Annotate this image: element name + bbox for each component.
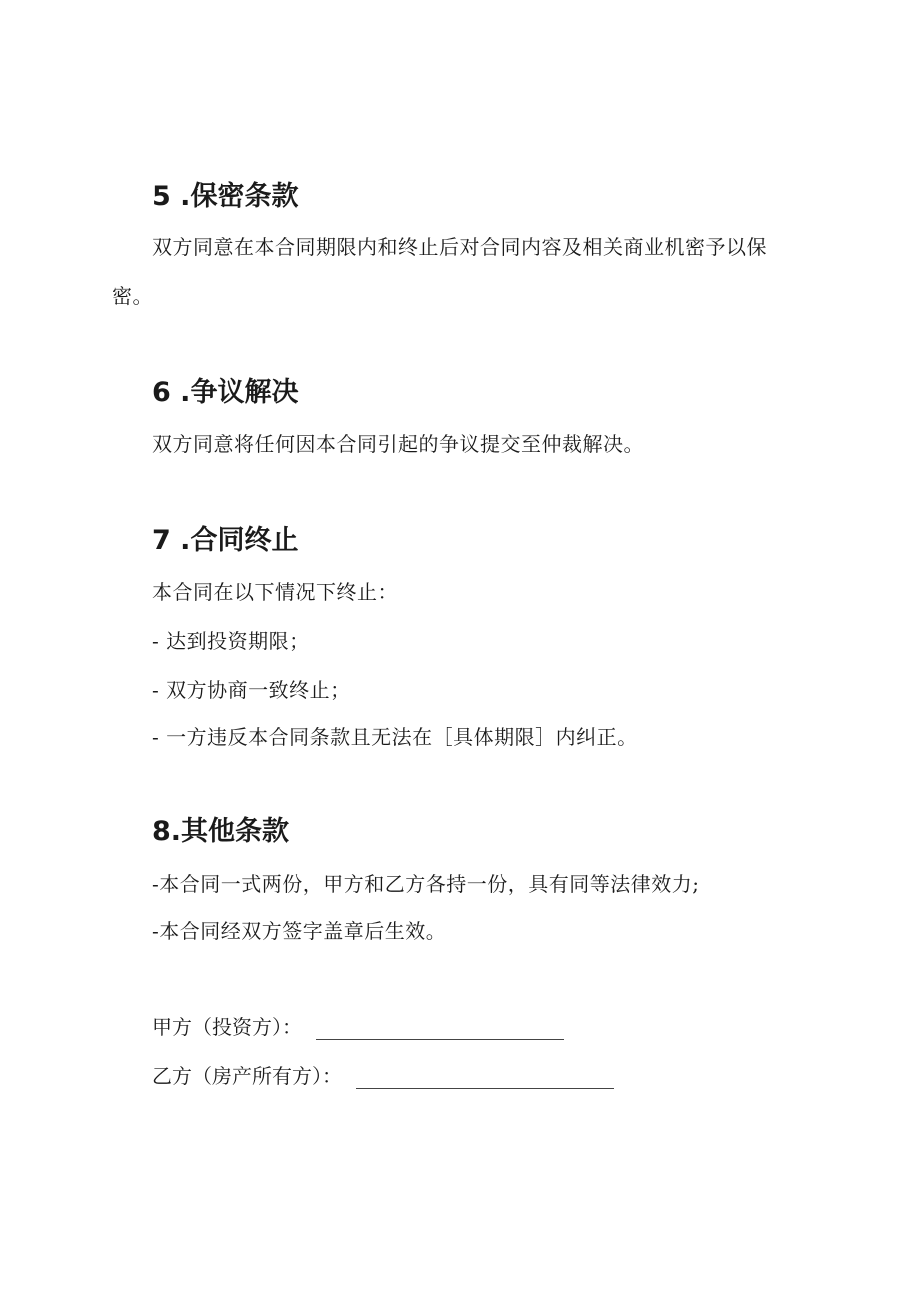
section-7-heading: 7 .合同终止 xyxy=(152,525,299,556)
section-8-heading: 8.其他条款 xyxy=(152,816,290,847)
section-5-body: 双方同意在本合同期限内和终止后对合同内容及相关商业机密予以保密。 xyxy=(112,235,767,308)
signature-line-a[interactable] xyxy=(316,1019,564,1040)
list-item: -本合同经双方签字盖章后生效。 xyxy=(152,919,447,943)
list-item: - 达到投资期限； xyxy=(152,629,310,653)
list-item: -本合同一式两份，甲方和乙方各持一份，具有同等法律效力; xyxy=(152,872,700,896)
section-5-heading: 5 .保密条款 xyxy=(152,181,299,212)
list-item: - 双方协商一致终止； xyxy=(152,678,351,702)
section-6-body: 双方同意将任何因本合同引起的争议提交至仲裁解决。 xyxy=(152,432,644,456)
list-item: - 一方违反本合同条款且无法在［具体期限］内纠正。 xyxy=(152,725,638,749)
signature-label: 甲方（投资方）： xyxy=(152,1015,302,1039)
signature-line-b[interactable] xyxy=(356,1068,614,1089)
section-7-intro: 本合同在以下情况下终止： xyxy=(152,580,398,604)
signature-party-a xyxy=(152,1014,564,1040)
signature-label: 乙方（房产所有方）： xyxy=(152,1064,342,1088)
section-6-heading: 6 .争议解决 xyxy=(152,377,299,408)
signature-party-b xyxy=(152,1063,614,1089)
